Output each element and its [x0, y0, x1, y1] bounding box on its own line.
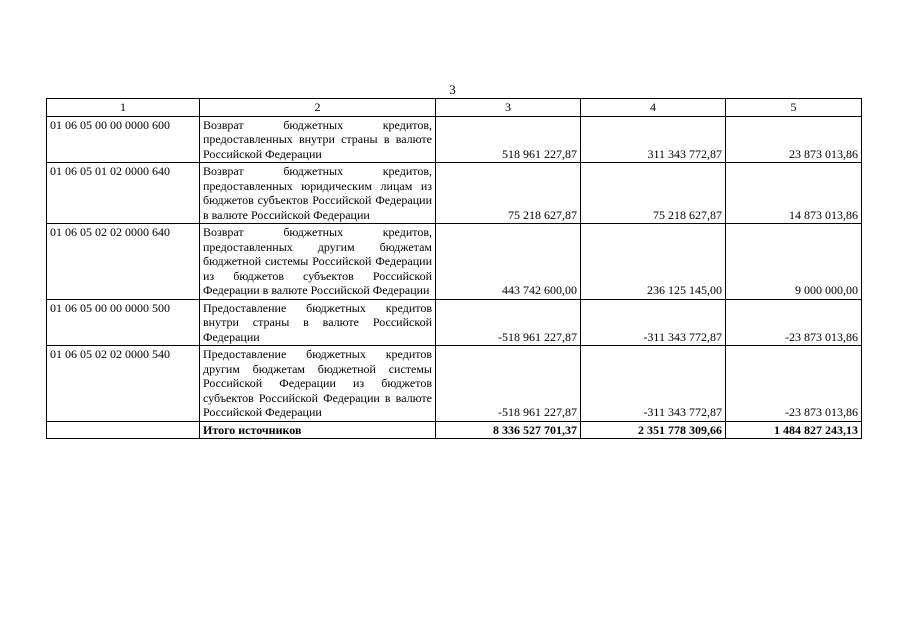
row-description: Предоставление бюджетных кредитов другим бюджетам бюджетной системы Российской Федерации из бюджетов субъектов Российской Федерации в валюте Российской Федерации — [200, 346, 436, 422]
sources-table — [46, 98, 862, 439]
row-description: Возврат бюджетных кредитов, предоставленных юридическим лицам из бюджетов субъектов Российской Федерации в валюте Российской Федерации — [200, 163, 436, 224]
page-number: 3 — [449, 82, 456, 97]
row-code: 01 06 05 00 00 0000 500 — [47, 299, 200, 346]
header-col-1: 1 — [47, 99, 200, 117]
row-value-col5: -23 873 013,86 — [726, 346, 862, 422]
header-col-4: 4 — [581, 99, 726, 117]
row-value-col4: 75 218 627,87 — [581, 163, 726, 224]
row-value-col3: 518 961 227,87 — [436, 116, 581, 163]
table-row — [47, 224, 862, 300]
row-code: 01 06 05 01 02 0000 640 — [47, 163, 200, 224]
row-value-col5: -23 873 013,86 — [726, 299, 862, 346]
row-value-col4: -311 343 772,87 — [581, 299, 726, 346]
row-value-col5: 23 873 013,86 — [726, 116, 862, 163]
header-col-3: 3 — [436, 99, 581, 117]
row-value-col3: -518 961 227,87 — [436, 299, 581, 346]
row-value-col4: -311 343 772,87 — [581, 346, 726, 422]
row-description: Предоставление бюджетных кредитов внутри страны в валюте Российской Федерации — [200, 299, 436, 346]
row-description: Возврат бюджетных кредитов, предоставленных внутри страны в валюте Российской Федерации — [200, 116, 436, 163]
total-label: Итого источников — [200, 421, 436, 439]
row-value-col3: -518 961 227,87 — [436, 346, 581, 422]
total-value-col3: 8 336 527 701,37 — [436, 421, 581, 439]
row-code: 01 06 05 00 00 0000 600 — [47, 116, 200, 163]
table-header-row — [47, 99, 862, 117]
header-col-2: 2 — [200, 99, 436, 117]
table-row — [47, 163, 862, 224]
table-row — [47, 299, 862, 346]
row-code: 01 06 05 02 02 0000 640 — [47, 224, 200, 300]
total-code — [47, 421, 200, 439]
total-row — [47, 421, 862, 439]
row-description: Возврат бюджетных кредитов, предоставленных другим бюджетам бюджетной системы Российской Федерации из бюджетов субъектов Российской Федерации в валюте Российской Федерации — [200, 224, 436, 300]
total-value-col5: 1 484 827 243,13 — [726, 421, 862, 439]
table-row — [47, 346, 862, 422]
row-value-col3: 443 742 600,00 — [436, 224, 581, 300]
row-value-col5: 9 000 000,00 — [726, 224, 862, 300]
row-value-col4: 236 125 145,00 — [581, 224, 726, 300]
row-code: 01 06 05 02 02 0000 540 — [47, 346, 200, 422]
row-value-col5: 14 873 013,86 — [726, 163, 862, 224]
row-value-col3: 75 218 627,87 — [436, 163, 581, 224]
total-value-col4: 2 351 778 309,66 — [581, 421, 726, 439]
header-col-5: 5 — [726, 99, 862, 117]
row-value-col4: 311 343 772,87 — [581, 116, 726, 163]
table-row — [47, 116, 862, 163]
